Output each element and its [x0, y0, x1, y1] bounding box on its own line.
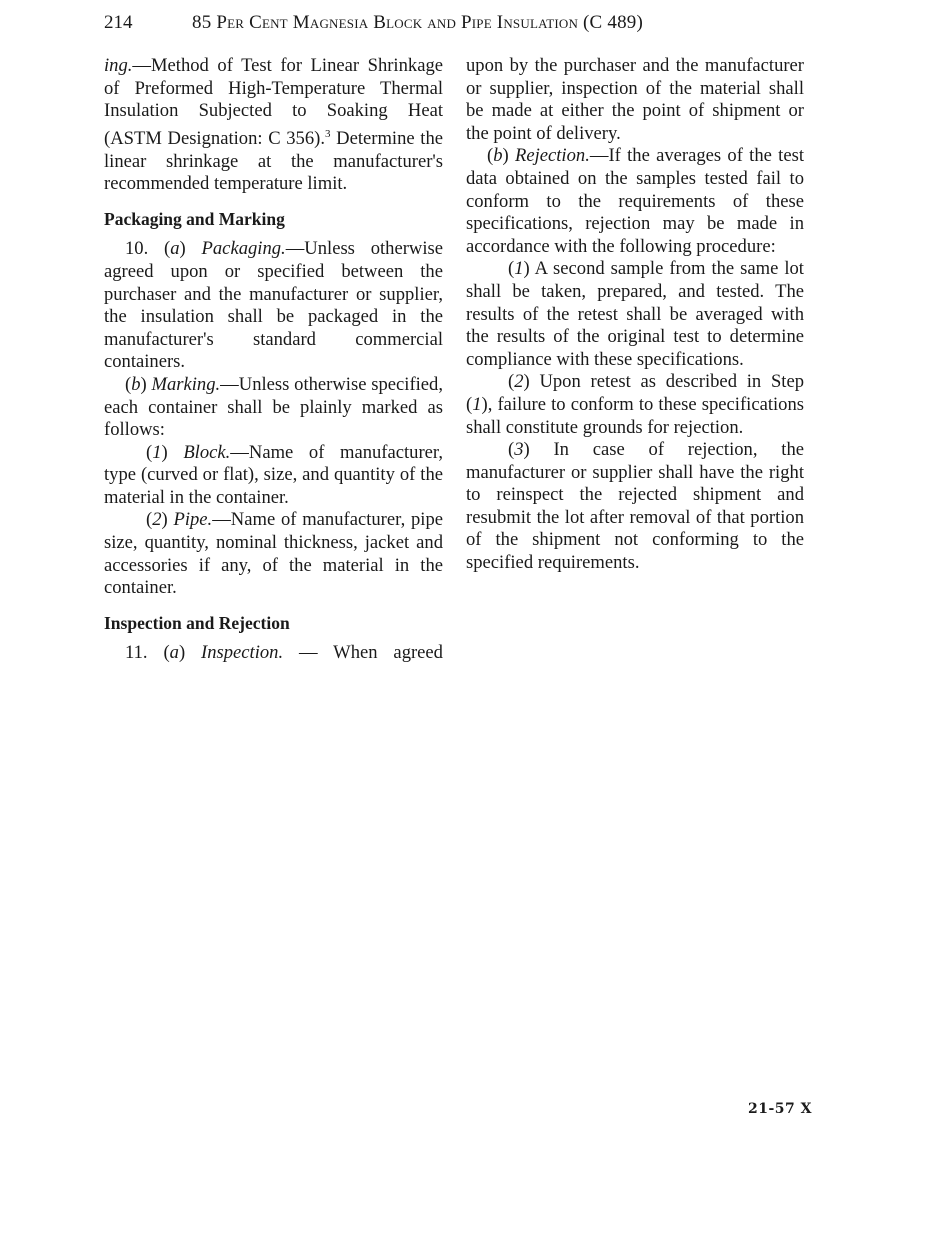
- run-in-label: Marking.: [151, 373, 221, 395]
- paragraph-10b-marking: (b) Marking.—Unless otherwise specified, each container shall be plainly marked as follows:: [104, 373, 443, 441]
- paragraph-block: (1) Block.—Name of manufacturer, type (curved or flat), size, and quantity of the material in the container.: [104, 441, 443, 508]
- run-in-label: Packaging.: [201, 238, 286, 260]
- paragraph-11b-rejection: (b) Rejection.—If the averages of the test data obtained on the samples tested fail to conform to the requirements of these specifications, rejection may be made in accordance with the following procedure:: [466, 145, 805, 257]
- page-title: 85 Per Cent Magnesia Block and Pipe Insulation (C 489): [192, 12, 644, 33]
- paragraph-shrinkage-test: [104, 55, 443, 196]
- paragraph-11a-inspection: 11. (a) Inspection. — When agreed: [125, 642, 443, 664]
- paragraph-text-continued: Determine the linear shrinkage at the manufacturer's recommended temperature limit.: [104, 127, 444, 195]
- italic-lead: ing.: [104, 55, 133, 76]
- section-heading-packaging: Packaging and Marking: [104, 208, 285, 229]
- run-in-label: Inspection.: [201, 642, 284, 664]
- footer-code: 21-57 X: [748, 1101, 813, 1117]
- run-in-label: Pipe.: [173, 509, 213, 531]
- section-heading-inspection: Inspection and Rejection: [104, 612, 290, 633]
- run-in-label: Rejection.: [514, 145, 590, 167]
- paragraph-step-3: (3) In case of rejection, the manufacturer or supplier shall have the right to reinspect the rejected shipment and resubmit the lot after removal of that portion of the shipment not conforming to the specified requirements.: [466, 439, 804, 574]
- paragraph-pipe: (2) Pipe.—Name of manufacturer, pipe size, quantity, nominal thickness, jacket and accessories if any, of the material in the container.: [104, 509, 444, 599]
- page-number: 214: [104, 12, 133, 33]
- footnote-ref: 3: [325, 127, 331, 140]
- run-in-label: Block.: [183, 441, 231, 463]
- paragraph-step-2: (2) Upon retest as described in Step (1), failure to conform to these specifications shall constitute grounds for rejection.: [466, 371, 804, 438]
- right-column: [466, 55, 804, 575]
- paragraph-inspection-continued: upon by the purchaser and the manufacturer or supplier, inspection of the material shall be made at either the point of shipment or the point of delivery.: [466, 55, 804, 144]
- paragraph-10a-packaging: 10. (a) Packaging.—Unless otherwise agreed upon or specified between the purchaser and the manufacturer or supplier, the insulation shall be packaged in the manufacturer's standard commercial containers.: [104, 238, 443, 373]
- running-header: [104, 8, 804, 38]
- left-column: [104, 55, 443, 665]
- paragraph-step-1: (1) A second sample from the same lot shall be taken, prepared, and tested. The results of the retest shall be averaged with the results of the original test to determine compliance with these specifications.: [466, 258, 804, 370]
- paragraph-text: —Method of Test for Linear Shrinkage of Preformed High-Temperature Thermal Insulation Subjected to Soaking Heat (ASTM Designation: C 356).: [104, 55, 443, 149]
